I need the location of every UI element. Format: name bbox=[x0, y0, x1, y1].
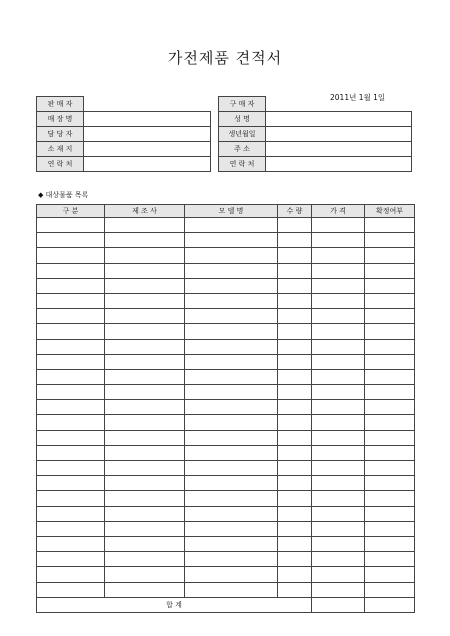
cell-quantity[interactable] bbox=[278, 263, 312, 278]
table-row bbox=[37, 552, 415, 567]
cell-confirmed[interactable] bbox=[365, 536, 415, 551]
cell-manufacturer[interactable] bbox=[105, 461, 185, 476]
cell-quantity[interactable] bbox=[278, 521, 312, 536]
cell-model[interactable] bbox=[185, 293, 278, 308]
seller-label-location: 소 재 지 bbox=[37, 142, 84, 157]
seller-value-contact[interactable] bbox=[84, 157, 211, 172]
cell-price[interactable] bbox=[312, 461, 365, 476]
col-header-manufacturer: 제 조 사 bbox=[105, 205, 185, 218]
cell-confirmed[interactable] bbox=[365, 263, 415, 278]
table-row bbox=[37, 536, 415, 551]
table-row bbox=[37, 218, 415, 233]
cell-quantity[interactable] bbox=[278, 218, 312, 233]
cell-quantity[interactable] bbox=[278, 536, 312, 551]
table-row bbox=[37, 278, 415, 293]
cell-model[interactable] bbox=[185, 567, 278, 582]
seller-label-contact: 연 락 처 bbox=[37, 157, 84, 172]
total-price[interactable] bbox=[312, 597, 365, 612]
cell-quantity[interactable] bbox=[278, 582, 312, 597]
cell-price[interactable] bbox=[312, 248, 365, 263]
col-header-price: 가 격 bbox=[312, 205, 365, 218]
cell-manufacturer[interactable] bbox=[105, 506, 185, 521]
cell-confirmed[interactable] bbox=[365, 567, 415, 582]
cell-quantity[interactable] bbox=[278, 461, 312, 476]
cell-price[interactable] bbox=[312, 552, 365, 567]
cell-quantity[interactable] bbox=[278, 248, 312, 263]
cell-price[interactable] bbox=[312, 567, 365, 582]
cell-price[interactable] bbox=[312, 521, 365, 536]
cell-category[interactable] bbox=[37, 445, 105, 460]
cell-category[interactable] bbox=[37, 354, 105, 369]
table-row bbox=[37, 293, 415, 308]
table-row bbox=[37, 430, 415, 445]
total-confirmed[interactable] bbox=[365, 597, 415, 612]
seller-label-manager: 담 당 자 bbox=[37, 127, 84, 142]
cell-manufacturer[interactable] bbox=[105, 491, 185, 506]
cell-quantity[interactable] bbox=[278, 233, 312, 248]
table-row bbox=[37, 324, 415, 339]
col-header-confirmed: 확정여부 bbox=[365, 205, 415, 218]
cell-manufacturer[interactable] bbox=[105, 430, 185, 445]
cell-model[interactable] bbox=[185, 552, 278, 567]
cell-category[interactable] bbox=[37, 415, 105, 430]
cell-quantity[interactable] bbox=[278, 415, 312, 430]
cell-manufacturer[interactable] bbox=[105, 445, 185, 460]
cell-quantity[interactable] bbox=[278, 445, 312, 460]
cell-category[interactable] bbox=[37, 476, 105, 491]
buyer-label-birthdate: 생년월일 bbox=[219, 127, 266, 142]
cell-price[interactable] bbox=[312, 430, 365, 445]
cell-price[interactable] bbox=[312, 293, 365, 308]
cell-model[interactable] bbox=[185, 445, 278, 460]
cell-price[interactable] bbox=[312, 369, 365, 384]
buyer-label-address: 주 소 bbox=[219, 142, 266, 157]
cell-quantity[interactable] bbox=[278, 369, 312, 384]
cell-category[interactable] bbox=[37, 567, 105, 582]
cell-quantity[interactable] bbox=[278, 278, 312, 293]
table-row bbox=[37, 400, 415, 415]
cell-quantity[interactable] bbox=[278, 567, 312, 582]
cell-price[interactable] bbox=[312, 233, 365, 248]
cell-model[interactable] bbox=[185, 369, 278, 384]
table-row bbox=[37, 354, 415, 369]
cell-quantity[interactable] bbox=[278, 324, 312, 339]
cell-manufacturer[interactable] bbox=[105, 218, 185, 233]
cell-category[interactable] bbox=[37, 582, 105, 597]
cell-category[interactable] bbox=[37, 400, 105, 415]
table-row bbox=[37, 369, 415, 384]
cell-model[interactable] bbox=[185, 430, 278, 445]
cell-model[interactable] bbox=[185, 415, 278, 430]
cell-category[interactable] bbox=[37, 324, 105, 339]
buyer-heading-spacer bbox=[266, 97, 412, 112]
cell-model[interactable] bbox=[185, 582, 278, 597]
cell-model[interactable] bbox=[185, 248, 278, 263]
cell-quantity[interactable] bbox=[278, 293, 312, 308]
cell-confirmed[interactable] bbox=[365, 445, 415, 460]
cell-confirmed[interactable] bbox=[365, 293, 415, 308]
cell-category[interactable] bbox=[37, 385, 105, 400]
cell-confirmed[interactable] bbox=[365, 476, 415, 491]
cell-confirmed[interactable] bbox=[365, 582, 415, 597]
cell-manufacturer[interactable] bbox=[105, 309, 185, 324]
items-header-row bbox=[37, 205, 415, 218]
cell-manufacturer[interactable] bbox=[105, 582, 185, 597]
cell-manufacturer[interactable] bbox=[105, 567, 185, 582]
cell-quantity[interactable] bbox=[278, 491, 312, 506]
cell-price[interactable] bbox=[312, 582, 365, 597]
buyer-label-name: 성 명 bbox=[219, 112, 266, 127]
cell-confirmed[interactable] bbox=[365, 278, 415, 293]
cell-confirmed[interactable] bbox=[365, 415, 415, 430]
buyer-label-contact: 연 락 처 bbox=[219, 157, 266, 172]
cell-quantity[interactable] bbox=[278, 339, 312, 354]
seller-value-location[interactable] bbox=[84, 142, 211, 157]
cell-manufacturer[interactable] bbox=[105, 339, 185, 354]
col-header-quantity: 수 량 bbox=[278, 205, 312, 218]
table-row bbox=[37, 445, 415, 460]
cell-price[interactable] bbox=[312, 309, 365, 324]
cell-category[interactable] bbox=[37, 278, 105, 293]
buyer-value-contact[interactable] bbox=[266, 157, 412, 172]
cell-category[interactable] bbox=[37, 248, 105, 263]
cell-price[interactable] bbox=[312, 339, 365, 354]
cell-confirmed[interactable] bbox=[365, 218, 415, 233]
cell-manufacturer[interactable] bbox=[105, 552, 185, 567]
cell-category[interactable] bbox=[37, 521, 105, 536]
cell-model[interactable] bbox=[185, 400, 278, 415]
cell-category[interactable] bbox=[37, 233, 105, 248]
cell-price[interactable] bbox=[312, 385, 365, 400]
table-row bbox=[37, 461, 415, 476]
seller-info-table bbox=[36, 96, 211, 172]
cell-confirmed[interactable] bbox=[365, 354, 415, 369]
table-row bbox=[37, 309, 415, 324]
cell-confirmed[interactable] bbox=[365, 369, 415, 384]
cell-manufacturer[interactable] bbox=[105, 536, 185, 551]
seller-heading: 판 매 자 bbox=[37, 97, 84, 112]
cell-manufacturer[interactable] bbox=[105, 369, 185, 384]
cell-model[interactable] bbox=[185, 339, 278, 354]
cell-confirmed[interactable] bbox=[365, 552, 415, 567]
cell-category[interactable] bbox=[37, 430, 105, 445]
cell-model[interactable] bbox=[185, 354, 278, 369]
cell-price[interactable] bbox=[312, 354, 365, 369]
cell-category[interactable] bbox=[37, 536, 105, 551]
table-row bbox=[37, 233, 415, 248]
cell-quantity[interactable] bbox=[278, 552, 312, 567]
buyer-value-birthdate[interactable] bbox=[266, 127, 412, 142]
cell-confirmed[interactable] bbox=[365, 461, 415, 476]
cell-confirmed[interactable] bbox=[365, 430, 415, 445]
cell-price[interactable] bbox=[312, 506, 365, 521]
cell-confirmed[interactable] bbox=[365, 248, 415, 263]
cell-quantity[interactable] bbox=[278, 430, 312, 445]
cell-confirmed[interactable] bbox=[365, 506, 415, 521]
cell-manufacturer[interactable] bbox=[105, 415, 185, 430]
table-row bbox=[37, 491, 415, 506]
cell-confirmed[interactable] bbox=[365, 521, 415, 536]
total-label: 합 계 bbox=[37, 597, 312, 612]
cell-quantity[interactable] bbox=[278, 476, 312, 491]
buyer-value-name[interactable] bbox=[266, 112, 412, 127]
cell-model[interactable] bbox=[185, 461, 278, 476]
cell-category[interactable] bbox=[37, 461, 105, 476]
cell-category[interactable] bbox=[37, 218, 105, 233]
cell-model[interactable] bbox=[185, 476, 278, 491]
cell-category[interactable] bbox=[37, 309, 105, 324]
cell-price[interactable] bbox=[312, 400, 365, 415]
items-table bbox=[36, 204, 415, 613]
buyer-value-address[interactable] bbox=[266, 142, 412, 157]
cell-model[interactable] bbox=[185, 309, 278, 324]
cell-model[interactable] bbox=[185, 506, 278, 521]
cell-price[interactable] bbox=[312, 536, 365, 551]
cell-category[interactable] bbox=[37, 491, 105, 506]
cell-category[interactable] bbox=[37, 263, 105, 278]
cell-price[interactable] bbox=[312, 324, 365, 339]
buyer-heading: 구 매 자 bbox=[219, 97, 266, 112]
cell-model[interactable] bbox=[185, 233, 278, 248]
cell-price[interactable] bbox=[312, 263, 365, 278]
seller-heading-spacer bbox=[84, 97, 211, 112]
cell-manufacturer[interactable] bbox=[105, 400, 185, 415]
table-row bbox=[37, 582, 415, 597]
cell-confirmed[interactable] bbox=[365, 385, 415, 400]
cell-manufacturer[interactable] bbox=[105, 521, 185, 536]
cell-manufacturer[interactable] bbox=[105, 293, 185, 308]
col-header-model: 모 델 명 bbox=[185, 205, 278, 218]
cell-category[interactable] bbox=[37, 339, 105, 354]
cell-model[interactable] bbox=[185, 385, 278, 400]
cell-category[interactable] bbox=[37, 506, 105, 521]
cell-price[interactable] bbox=[312, 415, 365, 430]
cell-confirmed[interactable] bbox=[365, 324, 415, 339]
table-row bbox=[37, 339, 415, 354]
table-row bbox=[37, 506, 415, 521]
cell-price[interactable] bbox=[312, 491, 365, 506]
document-title: 가전제품 견적서 bbox=[167, 49, 283, 67]
cell-price[interactable] bbox=[312, 278, 365, 293]
buyer-info-table bbox=[218, 96, 412, 172]
cell-manufacturer[interactable] bbox=[105, 324, 185, 339]
seller-value-store[interactable] bbox=[84, 112, 211, 127]
seller-value-manager[interactable] bbox=[84, 127, 211, 142]
cell-price[interactable] bbox=[312, 445, 365, 460]
cell-confirmed[interactable] bbox=[365, 491, 415, 506]
table-row bbox=[37, 385, 415, 400]
cell-model[interactable] bbox=[185, 218, 278, 233]
cell-model[interactable] bbox=[185, 263, 278, 278]
cell-quantity[interactable] bbox=[278, 506, 312, 521]
cell-manufacturer[interactable] bbox=[105, 233, 185, 248]
cell-manufacturer[interactable] bbox=[105, 385, 185, 400]
cell-quantity[interactable] bbox=[278, 385, 312, 400]
cell-model[interactable] bbox=[185, 521, 278, 536]
table-row bbox=[37, 476, 415, 491]
items-section-title: ◆ 대상물품 목록 bbox=[38, 191, 89, 199]
cell-confirmed[interactable] bbox=[365, 400, 415, 415]
cell-manufacturer[interactable] bbox=[105, 278, 185, 293]
table-row bbox=[37, 415, 415, 430]
cell-price[interactable] bbox=[312, 476, 365, 491]
total-row bbox=[37, 597, 415, 612]
cell-category[interactable] bbox=[37, 293, 105, 308]
cell-manufacturer[interactable] bbox=[105, 354, 185, 369]
document-date: 2011년 1월 1일 bbox=[330, 93, 386, 102]
cell-confirmed[interactable] bbox=[365, 339, 415, 354]
seller-label-store: 매 장 명 bbox=[37, 112, 84, 127]
cell-model[interactable] bbox=[185, 491, 278, 506]
col-header-category: 구 분 bbox=[37, 205, 105, 218]
table-row bbox=[37, 248, 415, 263]
table-row bbox=[37, 521, 415, 536]
cell-category[interactable] bbox=[37, 369, 105, 384]
cell-model[interactable] bbox=[185, 324, 278, 339]
cell-manufacturer[interactable] bbox=[105, 248, 185, 263]
cell-quantity[interactable] bbox=[278, 354, 312, 369]
cell-manufacturer[interactable] bbox=[105, 476, 185, 491]
cell-manufacturer[interactable] bbox=[105, 263, 185, 278]
table-row bbox=[37, 567, 415, 582]
cell-quantity[interactable] bbox=[278, 309, 312, 324]
cell-model[interactable] bbox=[185, 278, 278, 293]
cell-quantity[interactable] bbox=[278, 400, 312, 415]
cell-price[interactable] bbox=[312, 218, 365, 233]
cell-category[interactable] bbox=[37, 552, 105, 567]
cell-model[interactable] bbox=[185, 536, 278, 551]
table-row bbox=[37, 263, 415, 278]
cell-confirmed[interactable] bbox=[365, 233, 415, 248]
cell-confirmed[interactable] bbox=[365, 309, 415, 324]
